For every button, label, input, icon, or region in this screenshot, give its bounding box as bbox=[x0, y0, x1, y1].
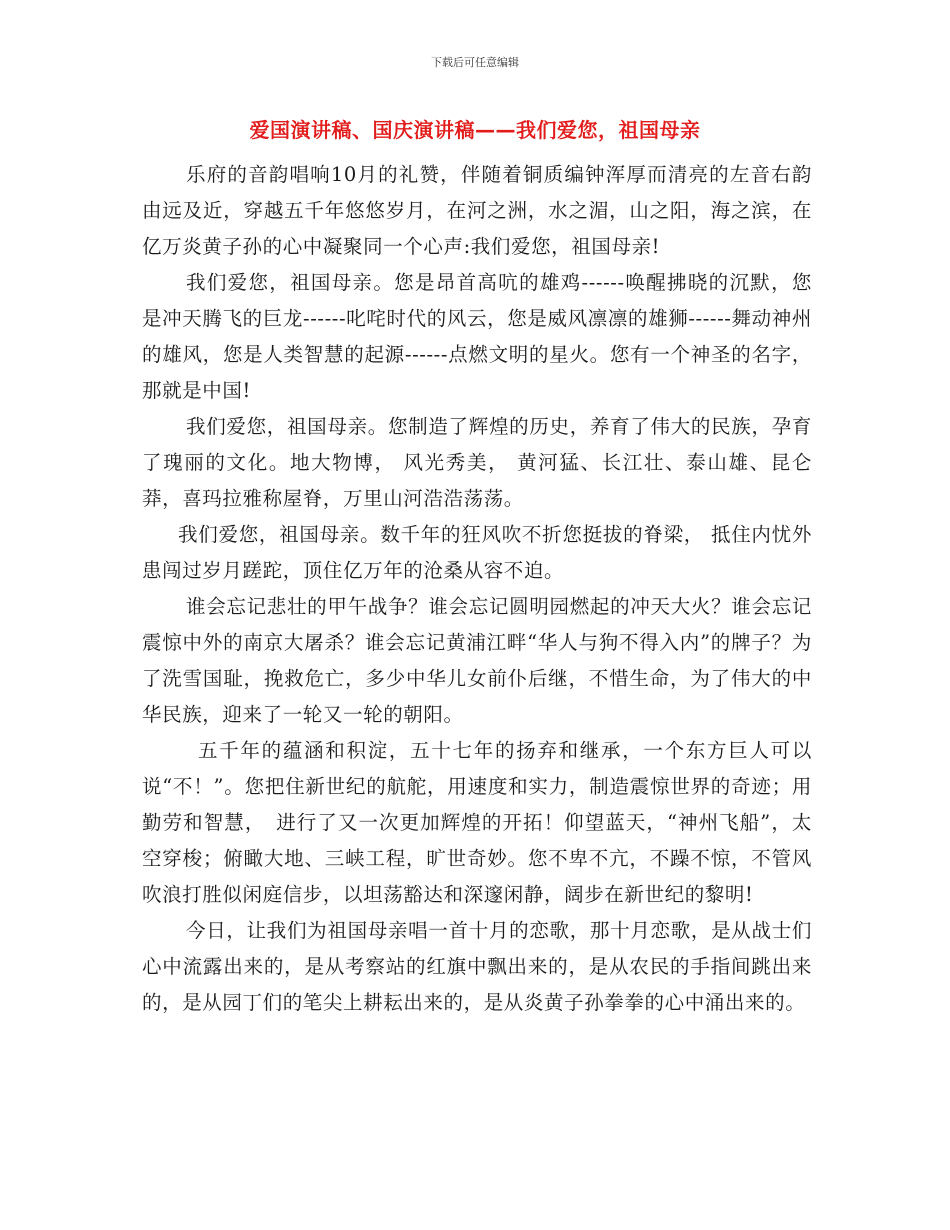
document-title: 爱国演讲稿、国庆演讲稿——我们爱您，祖国母亲 bbox=[249, 118, 701, 142]
page-header-note: 下载后可任意编辑 bbox=[431, 56, 519, 69]
paragraph: 五千年的蕴涵和积淀，五十七年的扬弃和继承，一个东方巨人可以说“不！”。您把住新世纪的航舵，用速度和实力，制造震惊世界的奇迹；用勤劳和智慧， 进行了又一次更加辉煌的开拓！仰望蓝天，“神州飞船”，太空穿梭；俯瞰大地、三峡工程，旷世奇妙。您不卑不亢，不躁不惊，不管风吹浪打胜似闲庭信步，以坦荡豁达和深邃闲静，阔步在新世纪的黎明! bbox=[142, 739, 812, 906]
paragraph: 我们爱您，祖国母亲。您是昂首高吭的雄鸡------唤醒拂晓的沉默，您是冲天腾飞的巨龙------叱咤时代的风云，您是威风凛凛的雄狮------舞动神州的雄风，您是人类智慧的起源------点燃文明的星火。您有一个神圣的名字，那就是中国! bbox=[142, 271, 812, 402]
paragraph: 今日，让我们为祖国母亲唱一首十月的恋歌，那十月恋歌，是从战士们心中流露出来的，是从考察站的红旗中飘出来的，是从农民的手指间跳出来的，是从园丁们的笔尖上耕耘出来的，是从炎黄子孙拳拳的心中涌出来的。 bbox=[142, 919, 812, 1014]
paragraph: 谁会忘记悲壮的甲午战争？谁会忘记圆明园燃起的冲天大火？谁会忘记震惊中外的南京大屠杀？谁会忘记黄浦江畔“华人与狗不得入内”的牌子？为了洗雪国耻，挽救危亡，多少中华儿女前仆后继，不惜生命，为了伟大的中华民族，迎来了一轮又一轮的朝阳。 bbox=[142, 595, 812, 726]
paragraph: 我们爱您，祖国母亲。您制造了辉煌的历史，养育了伟大的民族，孕育了瑰丽的文化。地大物博， 风光秀美， 黄河猛、长江壮、泰山雄、昆仑莽，喜玛拉雅称屋脊，万里山河浩浩荡荡。 bbox=[142, 415, 812, 510]
paragraph: 乐府的音韵唱响10月的礼赞，伴随着铜质编钟浑厚而清亮的左音右韵由远及近，穿越五千年悠悠岁月，在河之洲，水之湄，山之阳，海之滨，在亿万炎黄子孙的心中凝聚同一个心声:我们爱您，祖国母亲! bbox=[142, 163, 812, 258]
paragraph: 我们爱您，祖国母亲。数千年的狂风吹不折您挺拔的脊梁， 抵住内忧外患闯过岁月蹉跎，顶住亿万年的沧桑从容不迫。 bbox=[142, 523, 812, 582]
document-body bbox=[142, 157, 812, 1021]
